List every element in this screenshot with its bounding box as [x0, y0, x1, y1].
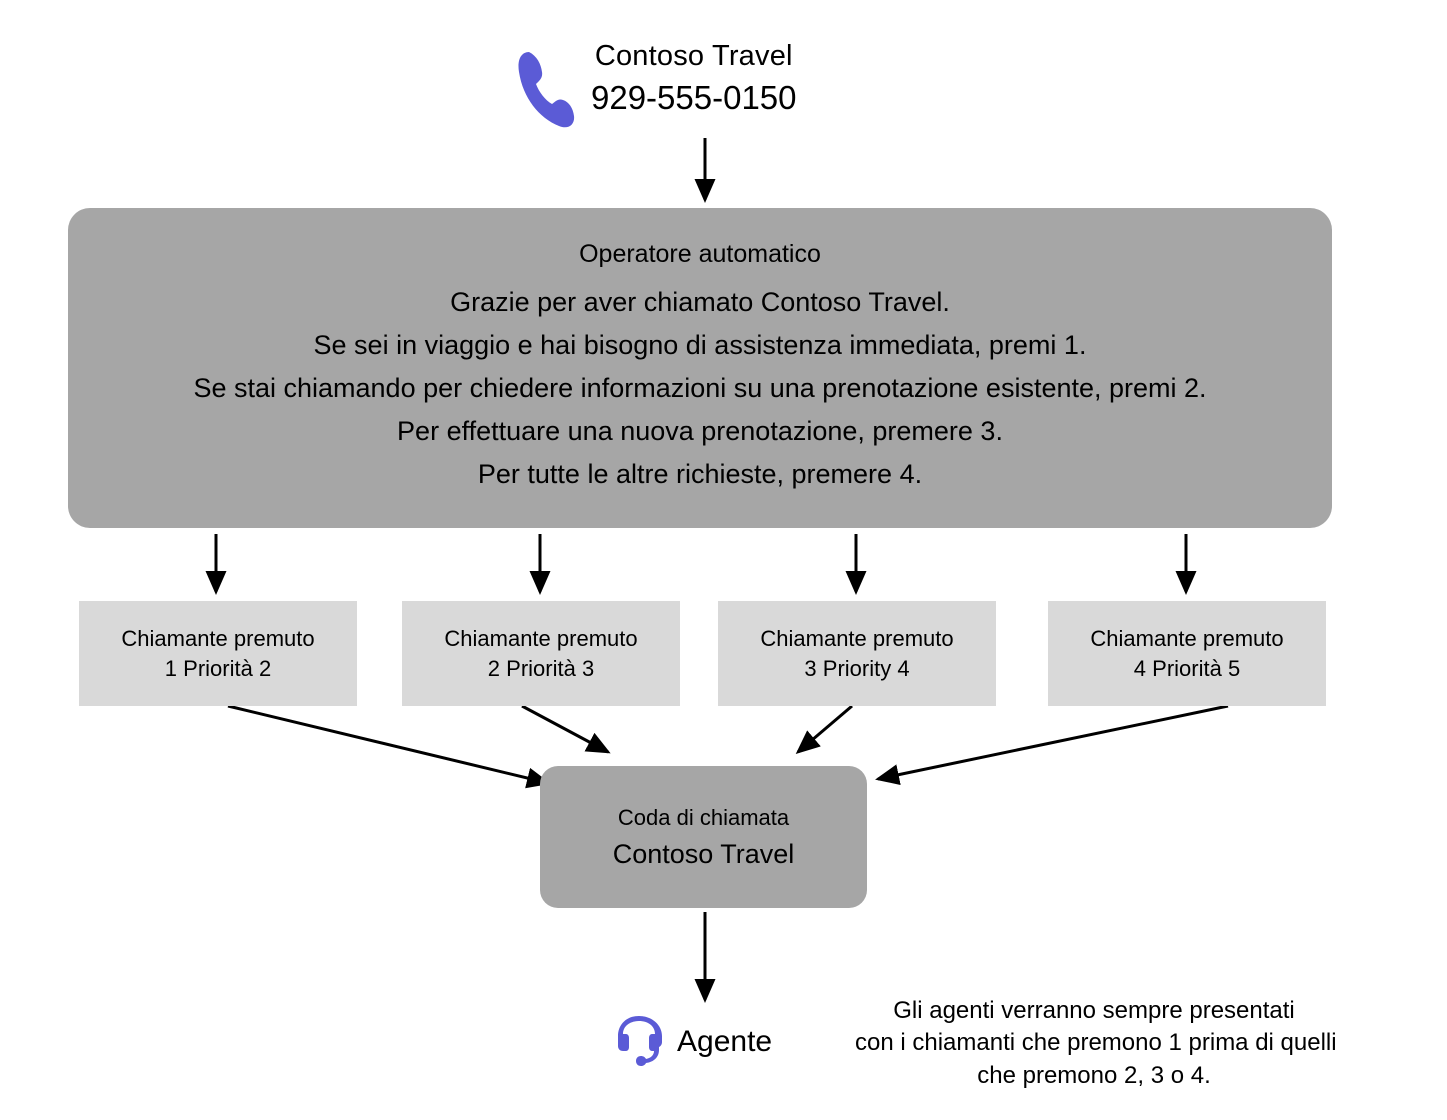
- auto-attendant-line: Se sei in viaggio e hai bisogno di assistenza immediata, premi 1.: [313, 330, 1087, 360]
- option-line-1: Chiamante premuto: [1090, 625, 1284, 651]
- option-box: [718, 601, 996, 706]
- arrow-option-4-to-queue: [878, 706, 1228, 779]
- auto-attendant-box: [68, 208, 1332, 528]
- phone-icon: [515, 46, 577, 134]
- company-phone-number: 929-555-0150: [591, 79, 797, 117]
- company-name: Contoso Travel: [594, 40, 793, 72]
- headset-agent-icon: [613, 1014, 665, 1070]
- auto-attendant-line: Se stai chiamando per chiedere informazioni su una prenotazione esistente, premi 2.: [193, 373, 1207, 403]
- arrow-option-3-to-queue: [798, 706, 852, 752]
- auto-attendant-line: Per effettuare una nuova prenotazione, premere 3.: [397, 416, 1003, 446]
- option-line-2: 2 Priorità 3: [487, 655, 595, 681]
- auto-attendant-title: Operatore automatico: [579, 240, 821, 268]
- footnote: [855, 995, 1337, 1092]
- option-line-1: Chiamante premuto: [444, 625, 638, 651]
- company-phone-header: [515, 40, 797, 134]
- option-line-2: 3 Priority 4: [804, 655, 910, 681]
- call-queue-name: Contoso Travel: [612, 838, 795, 869]
- agent-node: [613, 1014, 772, 1070]
- call-queue-box: [540, 766, 867, 908]
- option-line-2: 4 Priorità 5: [1133, 655, 1241, 681]
- auto-attendant-line: Grazie per aver chiamato Contoso Travel.: [450, 287, 950, 317]
- footnote-line-3: che premono 2, 3 o 4.: [977, 1061, 1211, 1089]
- option-line-2: 1 Priorità 2: [164, 655, 272, 681]
- arrow-option-2-to-queue: [522, 706, 608, 752]
- option-box: [402, 601, 680, 706]
- agent-label: Agente: [677, 1025, 773, 1058]
- arrow-option-1-to-queue: [228, 706, 548, 783]
- footnote-line-1: Gli agenti verranno sempre presentati: [893, 997, 1295, 1024]
- option-box: [1048, 601, 1326, 706]
- call-queue-title: Coda di chiamata: [617, 804, 790, 830]
- option-line-1: Chiamante premuto: [121, 625, 315, 651]
- auto-attendant-line: Per tutte le altre richieste, premere 4.: [477, 459, 923, 489]
- footnote-line-2: con i chiamanti che premono 1 prima di quelli: [855, 1029, 1337, 1057]
- option-line-1: Chiamante premuto: [760, 625, 954, 651]
- option-box: [79, 601, 357, 706]
